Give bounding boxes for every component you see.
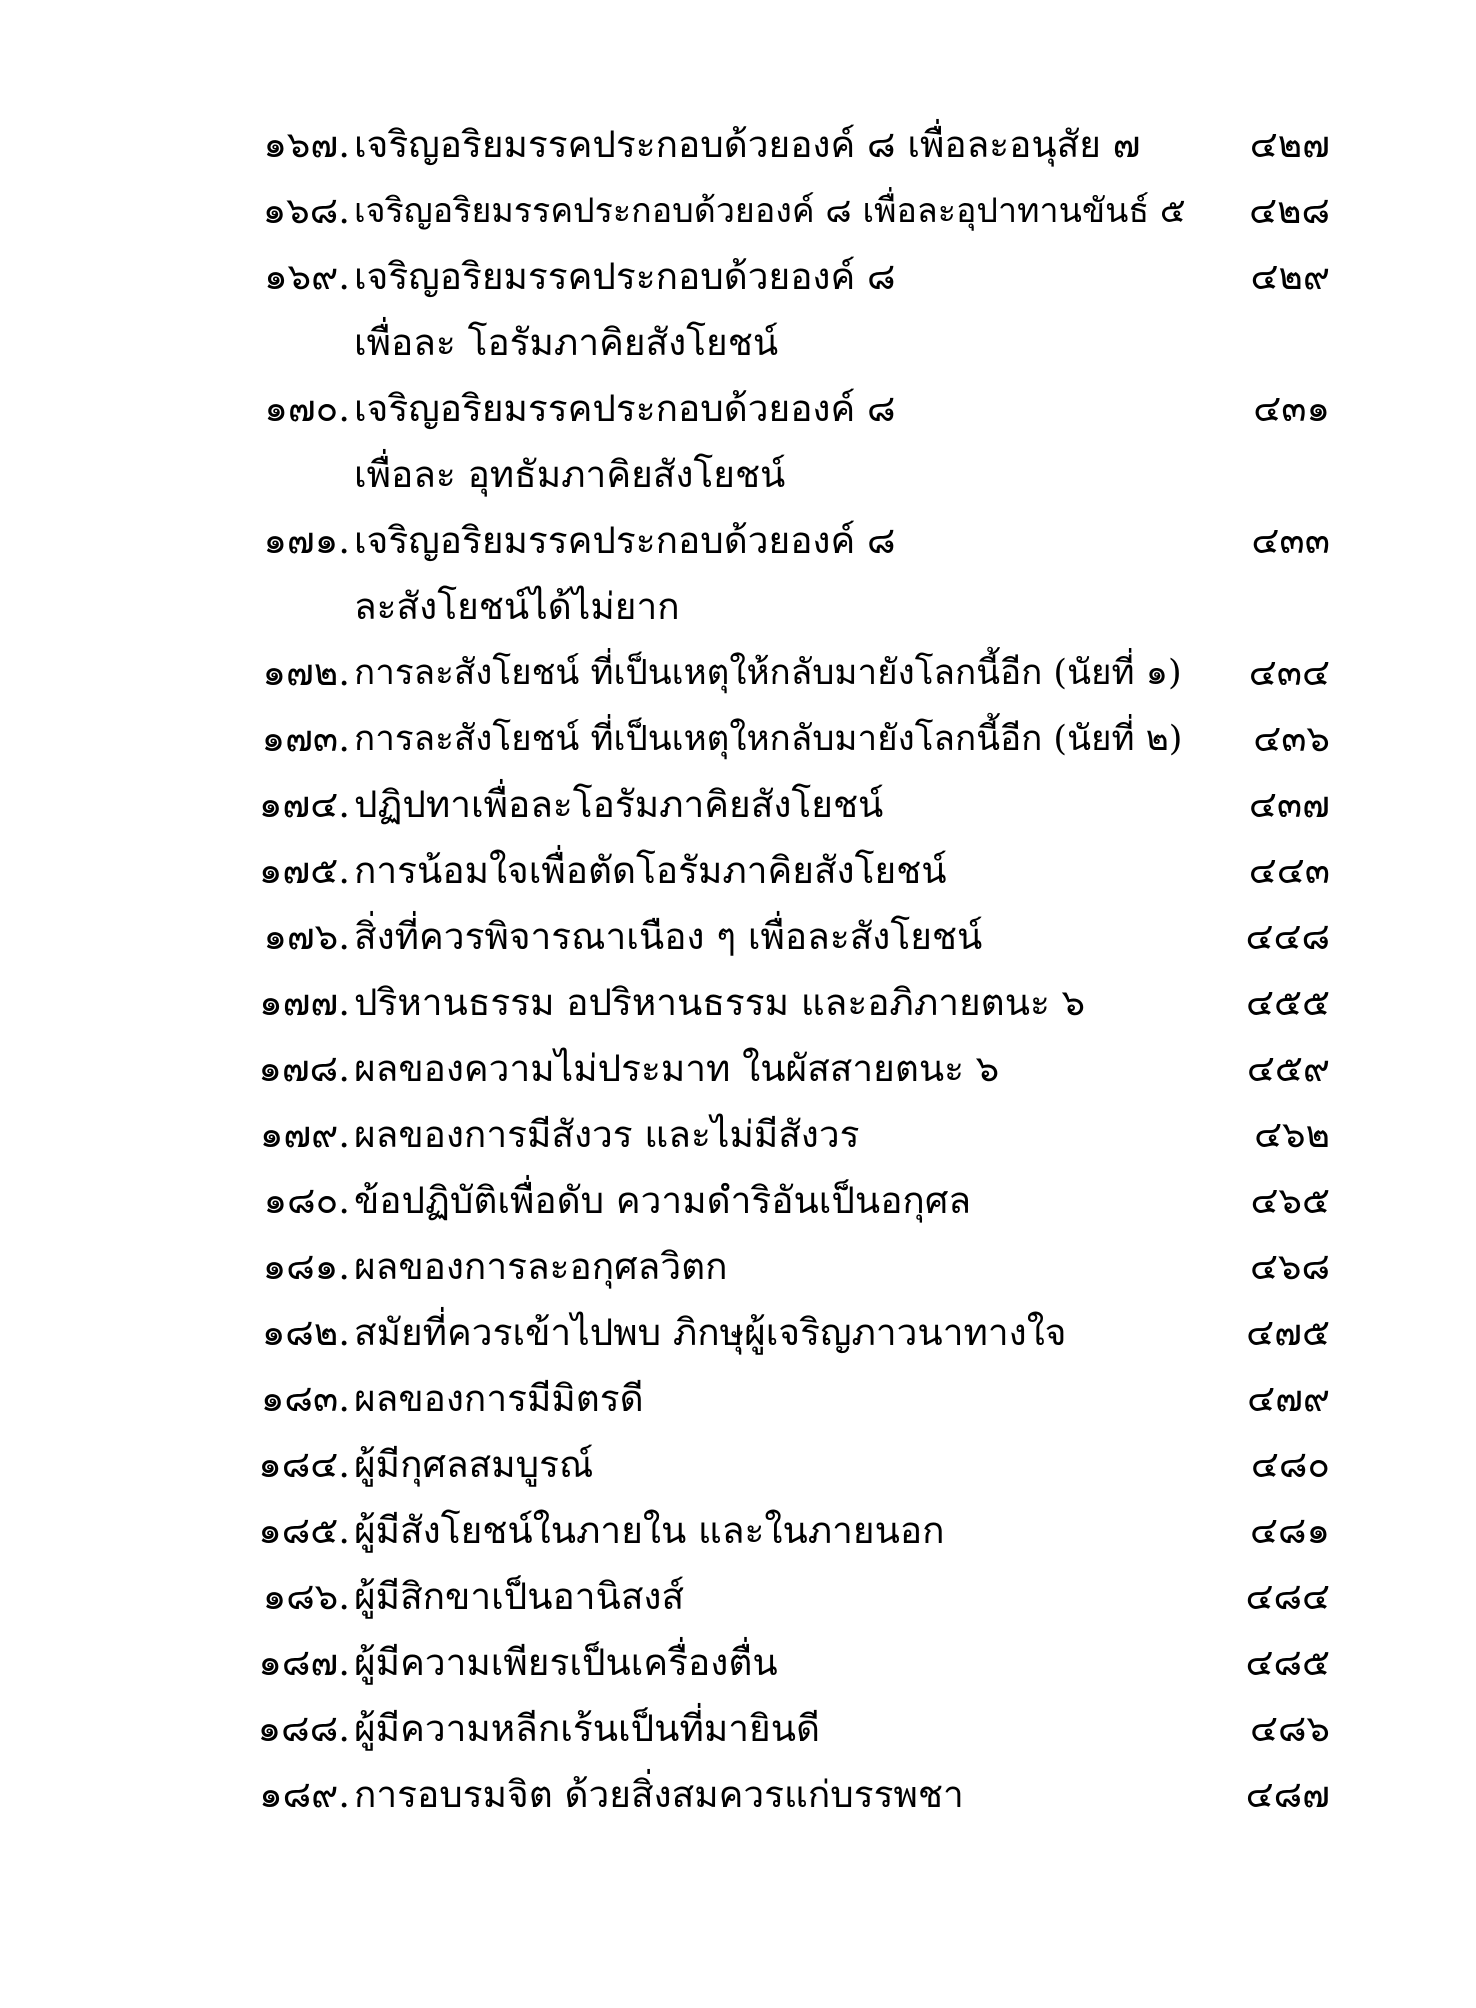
entry-title: เจริญอริยมรรคประกอบด้วยองค์ ๘ [354,387,896,430]
toc-entry [240,1564,1330,1630]
entry-page-number: ๔๓๖ [1253,717,1330,760]
toc-line [240,1234,1330,1300]
entry-number: ๑๘๓. [260,1377,350,1420]
entry-page-number: ๔๕๙ [1246,1047,1330,1090]
toc-entry [240,1168,1330,1234]
entry-number: ๑๗๖. [263,915,350,958]
toc-entry [240,1102,1330,1168]
toc-line [240,1168,1330,1234]
entry-page-number: ๔๘๑ [1249,1509,1330,1552]
entry-page-number: ๔๒๗ [1249,123,1330,166]
entry-page-number: ๔๘๔ [1245,1575,1330,1618]
toc-line [240,178,1330,244]
entry-title: การน้อมใจเพื่อตัดโอรัมภาคิยสังโยชน์ [354,849,947,892]
entry-title: ผลของการมีมิตรดี [354,1377,644,1420]
entry-number: ๑๗๗. [259,981,350,1024]
entry-title-continuation: ละสังโยชน์ได้ไม่ยาก [354,585,680,628]
entry-title: ผลของความไม่ประมาท ในผัสสายตนะ ๖ [354,1047,1000,1090]
toc-line [240,1498,1330,1564]
table-of-contents [240,112,1330,1828]
toc-line [240,1300,1330,1366]
entry-number: ๑๗๙. [259,1113,350,1156]
entry-page-number: ๔๔๘ [1245,915,1330,958]
toc-continuation-line [240,574,1330,640]
entry-number: ๑๗๐. [264,387,350,430]
toc-entry [240,1366,1330,1432]
toc-line [240,112,1330,178]
toc-line [240,970,1330,1036]
toc-entry [240,1696,1330,1762]
entry-page-number: ๔๓๔ [1248,651,1330,694]
toc-line [240,1366,1330,1432]
toc-line [240,640,1330,706]
entry-number: ๑๘๖. [262,1575,350,1618]
entry-title: ผู้มีความเพียรเป็นเครื่องตื่น [354,1641,778,1684]
entry-title: การละสังโยชน์ ที่เป็นเหตุให้กลับมายังโลกนี้อีก (นัยที่ ๑) [354,653,1182,693]
toc-entry [240,838,1330,904]
entry-page-number: ๔๘๖ [1249,1707,1330,1750]
entry-title-continuation: เพื่อละ อุทธัมภาคิยสังโยชน์ [354,453,786,496]
entry-page-number: ๔๗๙ [1247,1377,1330,1420]
entry-number: ๑๗๘. [258,1047,350,1090]
entry-title: การอบรมจิต ด้วยสิ่งสมควรแก่บรรพชา [354,1773,964,1816]
entry-title: ผลของการมีสังวร และไม่มีสังวร [354,1113,860,1156]
entry-title: ปฏิปทาเพื่อละโอรัมภาคิยสังโยชน์ [354,783,884,826]
toc-line [240,508,1330,574]
toc-line [240,1564,1330,1630]
entry-title: การละสังโยชน์ ที่เป็นเหตุใหกลับมายังโลกนี้อีก (นัยที่ ๒) [354,719,1183,759]
entry-number: ๑๖๗. [263,123,350,166]
entry-number: ๑๗๑. [263,519,350,562]
entry-number: ๑๖๘. [262,189,350,232]
entry-number: ๑๗๓. [261,717,350,760]
toc-entry [240,1234,1330,1300]
entry-page-number: ๔๓๗ [1248,783,1330,826]
toc-line [240,772,1330,838]
toc-entry [240,904,1330,970]
entry-title: ผลของการละอกุศลวิตก [354,1245,728,1288]
entry-page-number: ๔๘๐ [1250,1443,1330,1486]
toc-line [240,1102,1330,1168]
entry-number: ๑๗๒. [262,651,350,694]
toc-entry [240,244,1330,376]
toc-entry [240,970,1330,1036]
toc-line [240,838,1330,904]
toc-entry [240,1630,1330,1696]
toc-line [240,1762,1330,1828]
toc-line [240,1432,1330,1498]
toc-entry [240,772,1330,838]
entry-page-number: ๔๖๕ [1250,1179,1330,1222]
toc-continuation-line [240,442,1330,508]
entry-page-number: ๔๓๑ [1253,387,1330,430]
toc-continuation-line [240,310,1330,376]
toc-entry [240,178,1330,244]
entry-title: ปริหานธรรม อปริหานธรรม และอภิภายตนะ ๖ [354,981,1086,1024]
toc-entry [240,112,1330,178]
toc-entry [240,1432,1330,1498]
entry-page-number: ๔๒๘ [1249,189,1330,232]
toc-entry [240,508,1330,640]
toc-line [240,706,1330,772]
entry-page-number: ๔๗๕ [1246,1311,1330,1354]
toc-line [240,904,1330,970]
entry-page-number: ๔๕๕ [1245,981,1330,1024]
toc-line [240,244,1330,310]
entry-title: ข้อปฏิบัติเพื่อดับ ความดำริอันเป็นอกุศล [354,1179,971,1222]
entry-number: ๑๘๘. [257,1707,350,1750]
toc-entry [240,1300,1330,1366]
entry-title: เจริญอริยมรรคประกอบด้วยองค์ ๘ [354,255,896,298]
entry-title: เจริญอริยมรรคประกอบด้วยองค์ ๘ [354,519,896,562]
entry-page-number: ๔๘๕ [1245,1641,1330,1684]
entry-number: ๑๘๑. [262,1245,350,1288]
entry-number: ๑๘๔. [258,1443,350,1486]
entry-page-number: ๔๖๘ [1249,1245,1330,1288]
entry-page-number: ๔๔๓ [1248,849,1330,892]
entry-number: ๑๘๐. [263,1179,350,1222]
entry-title: ผู้มีสิกขาเป็นอานิสงส์ [354,1575,685,1618]
entry-title: เจริญอริยมรรคประกอบด้วยองค์ ๘ เพื่อละอนุสัย ๗ [354,123,1141,166]
entry-number: ๑๘๙. [259,1773,350,1816]
entry-number: ๑๘๒. [261,1311,350,1354]
toc-entry [240,1498,1330,1564]
toc-entry [240,1762,1330,1828]
entry-page-number: ๔๒๙ [1250,255,1330,298]
entry-number: ๑๗๔. [258,783,350,826]
toc-line [240,1630,1330,1696]
entry-title: เจริญอริยมรรคประกอบด้วยองค์ ๘ เพื่อละอุปาทานขันธ์ ๕ [354,191,1186,231]
toc-line [240,1036,1330,1102]
toc-entry [240,640,1330,706]
entry-page-number: ๔๖๒ [1254,1113,1330,1156]
entry-title: สมัยที่ควรเข้าไปพบ ภิกษุผู้เจริญภาวนาทางใจ [354,1311,1067,1354]
toc-line [240,1696,1330,1762]
entry-title: ผู้มีความหลีกเร้นเป็นที่มายินดี [354,1707,821,1750]
entry-title: สิ่งที่ควรพิจารณาเนือง ๆ เพื่อละสังโยชน์ [354,915,983,958]
entry-number: ๑๘๕. [258,1509,350,1552]
entry-page-number: ๔๓๓ [1251,519,1330,562]
entry-page-number: ๔๘๗ [1245,1773,1330,1816]
entry-number: ๑๗๕. [258,849,350,892]
entry-title: ผู้มีกุศลสมบูรณ์ [354,1443,594,1486]
entry-title: ผู้มีสังโยชน์ในภายใน และในภายนอก [354,1509,945,1552]
entry-title-continuation: เพื่อละ โอรัมภาคิยสังโยชน์ [354,321,779,364]
toc-line [240,376,1330,442]
toc-entry [240,1036,1330,1102]
entry-number: ๑๘๗. [258,1641,350,1684]
toc-entry [240,376,1330,508]
entry-number: ๑๖๙. [264,255,350,298]
toc-entry [240,706,1330,772]
